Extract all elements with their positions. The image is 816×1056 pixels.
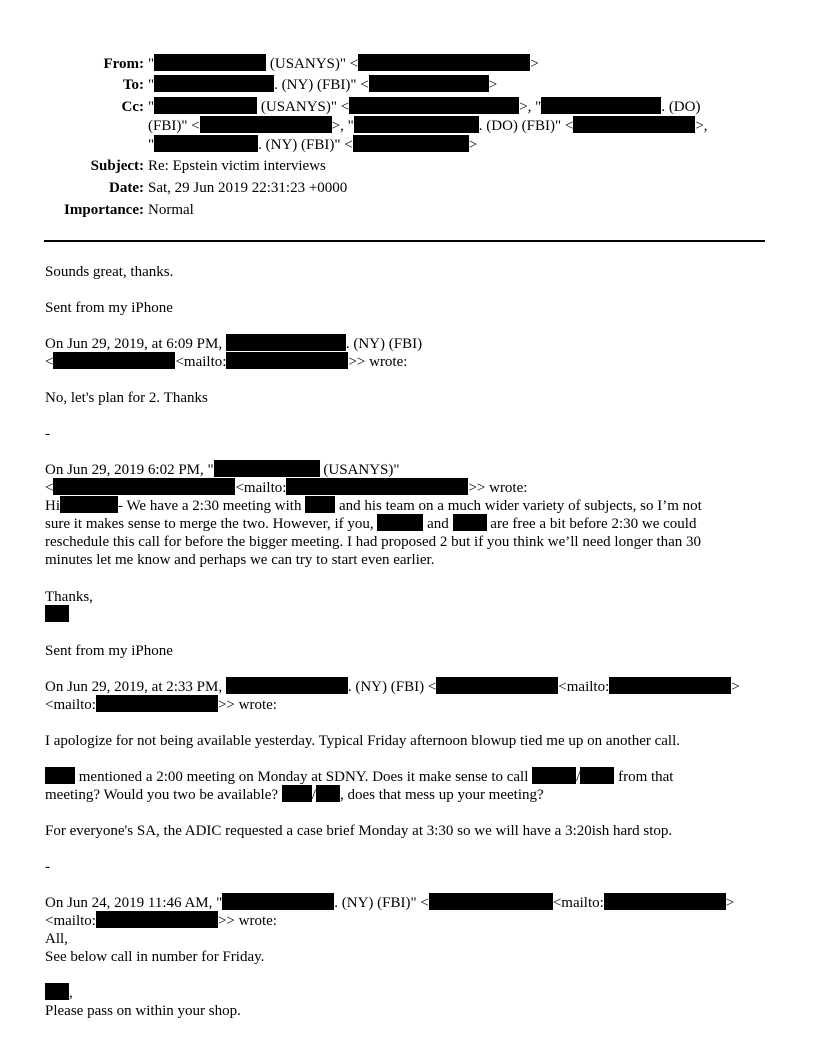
quote-header-1: On Jun 29, 2019, at 6:09 PM, . (NY) (FBI) xyxy=(45,336,423,352)
redaction xyxy=(60,496,118,513)
redaction xyxy=(573,116,695,133)
redaction xyxy=(286,478,468,495)
redaction xyxy=(436,677,558,694)
redaction xyxy=(369,75,489,92)
redaction xyxy=(226,677,348,694)
message-3-line-3: meeting? Would you two be available? / , does that mess up your meeting? xyxy=(45,787,544,803)
subject-value: Re: Epstein victim interviews xyxy=(148,158,326,174)
importance-label: Importance: xyxy=(64,202,144,218)
redaction xyxy=(53,352,175,369)
redaction xyxy=(45,767,75,784)
redaction xyxy=(453,514,487,531)
redaction xyxy=(96,695,218,712)
message-3-line-4: For everyone's SA, the ADIC requested a case brief Monday at 3:30 so we will have a 3:20ish hard stop. xyxy=(45,823,673,839)
cc-value-line1: " (USANYS)" < >, " . (DO) xyxy=(148,99,701,115)
reply-text: Sounds great, thanks. xyxy=(45,264,174,280)
redaction xyxy=(354,116,479,133)
redaction xyxy=(377,514,423,531)
to-label: To: xyxy=(122,77,144,93)
message-2-line-4: minutes let me know and perhaps we can try to start even earlier. xyxy=(45,552,435,568)
cc-label: Cc: xyxy=(121,99,144,115)
redaction xyxy=(349,97,519,114)
quote-header-2: On Jun 29, 2019 6:02 PM, " (USANYS)" xyxy=(45,462,400,478)
redaction xyxy=(96,911,218,928)
cc-value-line3: " . (NY) (FBI)" < > xyxy=(148,137,478,153)
quote-header-1-email: < <mailto: >> wrote: xyxy=(45,354,408,370)
redaction xyxy=(154,97,257,114)
redaction xyxy=(282,785,312,802)
header-divider xyxy=(44,240,765,242)
redaction xyxy=(222,893,334,910)
separator-dash-2: - xyxy=(45,859,50,875)
redaction xyxy=(214,460,320,477)
date-value: Sat, 29 Jun 2019 22:31:23 +0000 xyxy=(148,180,348,196)
redaction xyxy=(45,605,69,622)
subject-label: Subject: xyxy=(90,158,144,174)
redaction xyxy=(358,54,530,71)
message-4-line-3: , xyxy=(45,983,73,1003)
message-4-line-4: Please pass on within your shop. xyxy=(45,1003,241,1019)
message-4-line-1: All, xyxy=(45,931,68,947)
redaction xyxy=(154,75,274,92)
redaction xyxy=(429,893,553,910)
cc-value-line2: (FBI)" < >, " . (DO) (FBI)" < >, xyxy=(148,118,708,134)
message-4-line-2: See below call in number for Friday. xyxy=(45,949,265,965)
redaction xyxy=(316,785,340,802)
quote-header-4: On Jun 24, 2019 11:46 AM, " . (NY) (FBI)" < <mailto: > xyxy=(45,895,735,911)
date-label: Date: xyxy=(109,180,144,196)
redaction xyxy=(580,767,614,784)
sent-from-iphone: Sent from my iPhone xyxy=(45,300,173,316)
quote-header-4-email: <mailto: >> wrote: xyxy=(45,913,277,929)
redaction xyxy=(604,893,726,910)
from-value: " (USANYS)" < > xyxy=(148,56,539,72)
importance-value: Normal xyxy=(148,202,194,218)
redaction xyxy=(53,478,235,495)
message-1: No, let's plan for 2. Thanks xyxy=(45,390,208,406)
message-2-line-2: sure it makes sense to merge the two. However, if you, and are free a bit before 2:30 we could xyxy=(45,516,697,532)
redaction xyxy=(200,116,332,133)
redaction xyxy=(45,983,69,1000)
signature-redaction xyxy=(45,605,69,625)
sent-from-iphone-2: Sent from my iPhone xyxy=(45,643,173,659)
from-label: From: xyxy=(103,56,144,72)
message-2-line-1: Hi - We have a 2:30 meeting with and his team on a much wider variety of subjects, so I’m not xyxy=(45,498,702,514)
redaction xyxy=(226,352,348,369)
quote-header-3: On Jun 29, 2019, at 2:33 PM, . (NY) (FBI) < <mailto: > xyxy=(45,679,740,695)
redaction xyxy=(609,677,731,694)
quote-header-3-email: <mailto: >> wrote: xyxy=(45,697,277,713)
redaction xyxy=(353,135,469,152)
redaction xyxy=(541,97,661,114)
message-3-line-2: mentioned a 2:00 meeting on Monday at SDNY. Does it make sense to call / from that xyxy=(45,767,673,787)
redaction xyxy=(532,767,576,784)
separator-dash: - xyxy=(45,426,50,442)
message-2-line-3: reschedule this call for before the bigger meeting. I had proposed 2 but if you think we’ll need longer than 30 xyxy=(45,534,702,550)
thanks-text: Thanks, xyxy=(45,589,93,605)
redaction xyxy=(305,496,335,513)
redaction xyxy=(154,54,266,71)
quote-header-2-email: < <mailto: >> wrote: xyxy=(45,480,528,496)
to-value: " . (NY) (FBI)" < > xyxy=(148,77,498,93)
redaction xyxy=(154,135,258,152)
message-3-line-1: I apologize for not being available yesterday. Typical Friday afternoon blowup tied me up on another call. xyxy=(45,733,680,749)
redaction xyxy=(226,334,346,351)
